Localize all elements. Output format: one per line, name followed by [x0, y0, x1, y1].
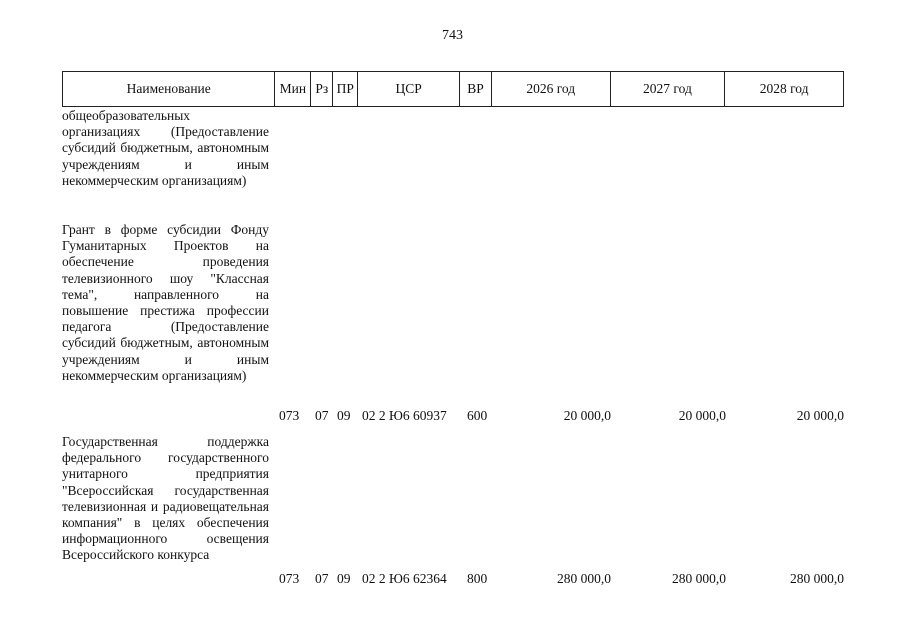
table-header: [62, 71, 844, 107]
header-csr: ЦСР: [358, 72, 460, 106]
header-vr: ВР: [460, 72, 492, 106]
row-pr: 09: [337, 571, 351, 586]
header-name: Наименование: [63, 72, 275, 106]
row-2028: 20 000,0: [796, 408, 844, 423]
row-name: общеобразовательных организациях (Предоставление субсидий бюджетным, автономным учреждениям и иным некоммерческим организациям): [62, 108, 269, 188]
page-number: 743: [442, 28, 463, 43]
header-rz: Рз: [311, 72, 333, 106]
row-vr: 600: [467, 408, 488, 423]
header-pr: ПР: [333, 72, 358, 106]
row-2027: 20 000,0: [678, 408, 726, 423]
row-rz: 07: [315, 571, 329, 586]
header-2028: 2028 год: [759, 81, 809, 96]
row-2026: 280 000,0: [557, 571, 611, 586]
row-csr: 02 2 Ю6 60937: [362, 408, 447, 423]
row-name: Государственная поддержка федерального государственного унитарного предприятия "Всероссийская государственная телевизионная и радиовещательная компания" в целях обеспечения информационного освещения Всероссийского конкурса: [62, 434, 269, 563]
row-2028: 280 000,0: [790, 571, 844, 586]
row-name: Грант в форме субсидии Фонду Гуманитарных Проектов на обеспечение проведения телевизионного шоу "Классная тема", направленного на повышение престижа профессии педагога (Предоставление субсидий бюджетным, автономным учреждениям и иным некоммерческим организациям): [62, 222, 269, 383]
header-min: Мин: [275, 72, 311, 106]
row-vr: 800: [467, 571, 488, 586]
row-csr: 02 2 Ю6 62364: [362, 571, 447, 586]
row-2026: 20 000,0: [563, 408, 611, 423]
row-rz: 07: [315, 408, 329, 423]
row-pr: 09: [337, 408, 351, 423]
header-2026: 2026 год: [492, 72, 611, 106]
row-min: 073: [279, 408, 300, 423]
header-2027: 2027 год: [611, 72, 726, 106]
row-min: 073: [279, 571, 300, 586]
row-2027: 280 000,0: [672, 571, 726, 586]
